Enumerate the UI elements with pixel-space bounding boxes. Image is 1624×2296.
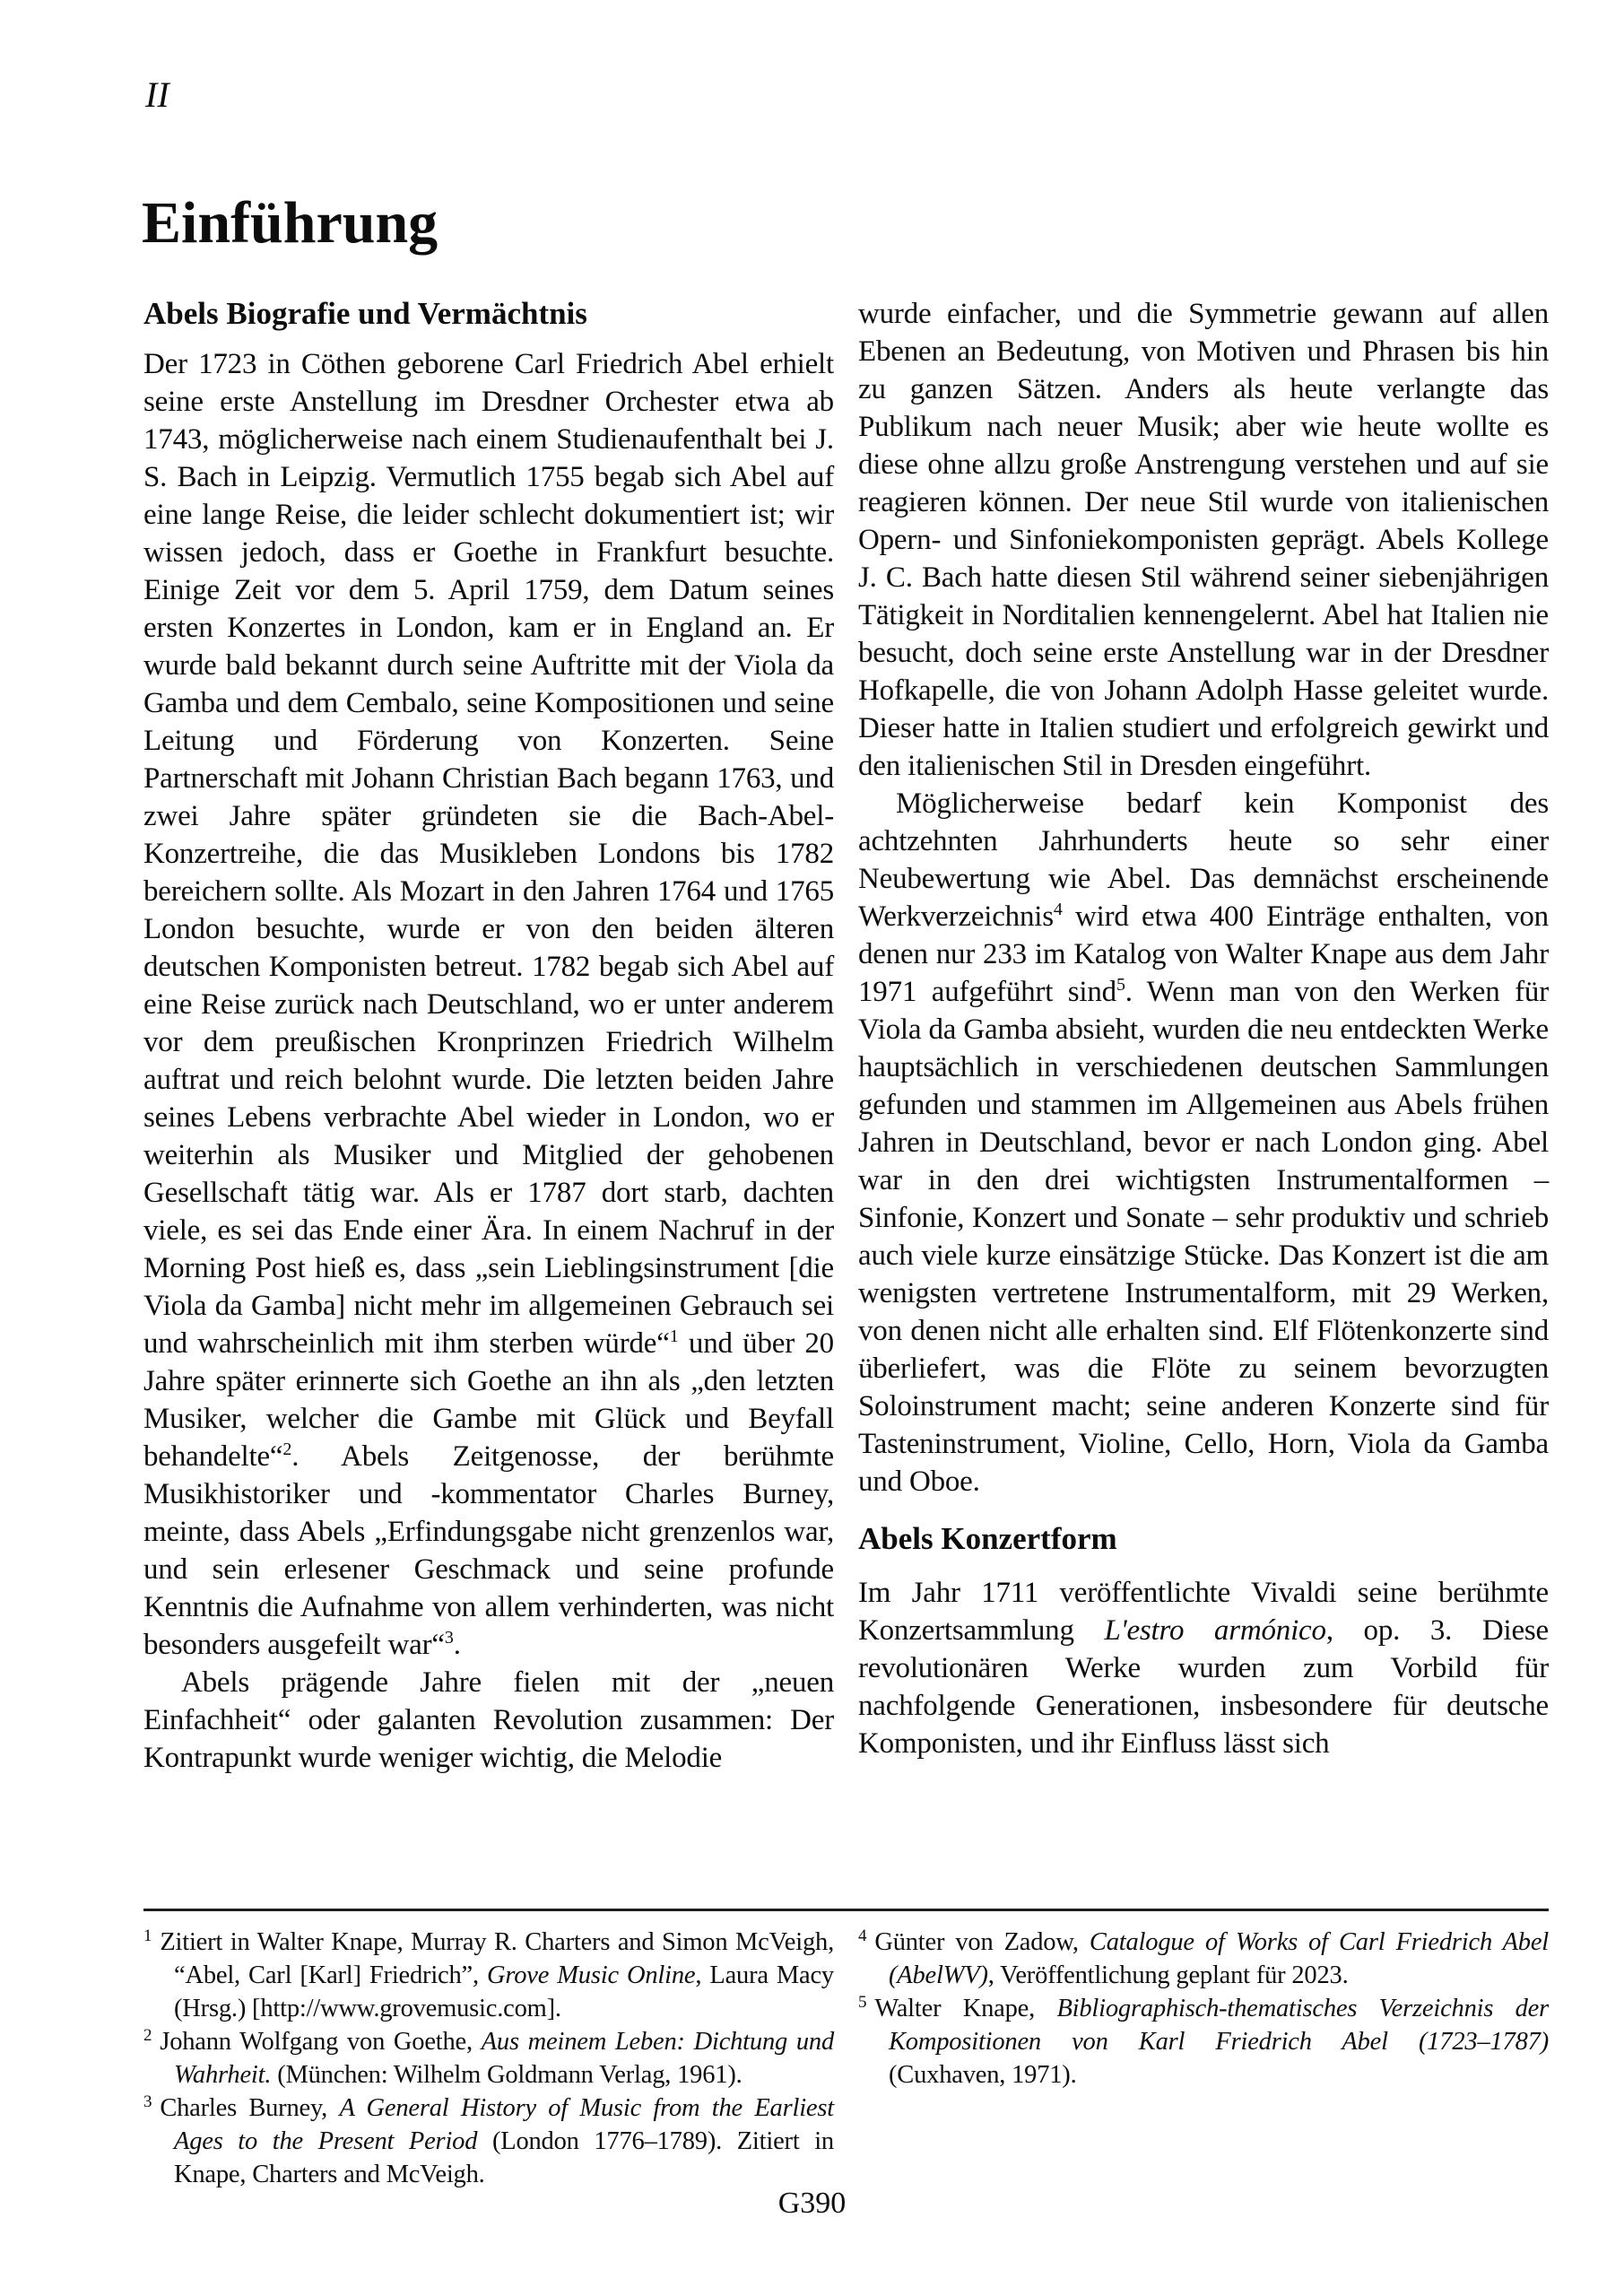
footnote-separator-rule — [143, 1909, 1549, 1911]
footnote-4-number: 4 — [858, 1926, 867, 1945]
page-footer-number: G390 — [777, 2187, 847, 2220]
paragraph-biografie-2: Abels prägende Jahre fielen mit der „neuen Einfachheit“ oder galanten Revolution zusammen: Der Kontrapunkt wurde weniger wichtig, die Melodie — [143, 1666, 834, 1774]
paragraph-konzertform-1: Im Jahr 1711 veröffentlichte Vivaldi seine berühmte Konzertsammlung L'estro armónico, op. 3. Diese revolutionären Werke wurden zum Vorbild für nachfolgende Generationen, insbesondere für deutsche Komponisten, und ihr Einfluss lässt sich — [858, 1577, 1550, 1760]
page-title: Einführung — [142, 190, 439, 256]
page-number: II — [145, 74, 169, 115]
footnote-2-number: 2 — [143, 2025, 152, 2045]
section-heading-konzertform: Abels Konzertform — [858, 1521, 1117, 1556]
paragraph-biografie-1: Der 1723 in Cöthen geborene Carl Friedrich Abel erhielt seine erste Anstellung im Dresdner Orchester etwa ab 1743, möglicherweise nach einem Studienaufenthalt bei J. S. Bach in Leipzig. Vermutlich 1755 begab sich Abel auf eine lange Reise, die leider schlecht dokumentiert ist; wir wissen jedoch, dass er Goethe in Frankfurt besuchte. Einige Zeit vor dem 5. April 1759, dem Datum seines ersten Konzertes in London, kam er in England an. Er wurde bald bekannt durch seine Auftritte mit der Viola da Gamba und dem Cembalo, seine Kompositionen und seine Leitung und Förderung von Konzerten. Seine Partnerschaft mit Johann Christian Bach begann 1763, und zwei Jahre später gründeten sie die Bach-Abel-Konzertreihe, die das Musikleben Londons bis 1782 bereichern sollte. Als Mozart in den Jahren 1764 und 1765 London besuchte, wurde er von den beiden älteren deutschen Komponisten betreut. 1782 begab sich Abel auf eine Reise zurück nach Deutschland, wo er unter anderem vor dem preußischen Kronprinzen Friedrich Wilhelm auftrat und reich belohnt wurde. Die letzten beiden Jahre seines Lebens verbrachte Abel wieder in London, wo er weiterhin als Musiker und Mitglied der gehobenen Gesellschaft tätig war. Als er 1787 dort starb, dachten viele, es sei das Ende einer Ära. In einem Nachruf in der Morning Post hieß es, dass „sein Lieblingsinstrument [die Viola da Gamba] nicht mehr im allgemeinen Gebrauch sei und wahrscheinlich mit ihm sterben würde“$^1$ und über 20 Jahre später erinnerte sich Goethe an ihn als „den letzten Musiker, welcher die Gambe mit Glück und Beyfall behandelte“$^2$. Abels Zeitgenosse, der berühmte Musikhistoriker und -kommentator Charles Burney, meinte, dass Abels „Erfindungsgabe nicht grenzenlos war, und sein erlesener Geschmack und seine profunde Kenntnis die Aufnahme von allem verhinderten, was nicht besonders ausgefeilt war“$^3$. — [143, 348, 834, 1661]
footnote-5 — [858, 1992, 1549, 2092]
two-column-body — [143, 295, 1549, 1777]
footnote-4-text: Günter von Zadow, Catalogue of Works of Carl Friedrich Abel (AbelWV), Veröffentlichung geplant für 2023. — [874, 1928, 1549, 1989]
footnote-4 — [858, 1926, 1549, 1992]
left-column — [143, 295, 834, 1777]
footnotes-left-column — [143, 1926, 834, 2191]
footnote-2 — [143, 2025, 834, 2092]
footnote-1-number: 1 — [143, 1926, 152, 1945]
paragraph-neubewertung: Möglicherweise bedarf kein Komponist des achtzehnten Jahrhunderts heute so sehr einer Neubewertung wie Abel. Das demnächst erscheinende Werkverzeichnis$^4$ wird etwa 400 Einträge enthalten, von denen nur 233 im Katalog von Walter Knape aus dem Jahr 1971 aufgeführt sind$^5$. Wenn man von den Werken für Viola da Gamba absieht, wurden die neu entdeckten Werke hauptsächlich in verschiedenen deutschen Sammlungen gefunden und stammen im Allgemeinen aus Abels frühen Jahren in Deutschland, bevor er nach London ging. Abel war in den drei wichtigsten Instrumentalformen – Sinfonie, Konzert und Sonate – sehr produktiv und schrieb auch viele kurze einsätzige Stücke. Das Konzert ist die am wenigsten vertretene Instrumentalform, mit 29 Werken, von denen nicht alle erhalten sind. Elf Flötenkonzerte sind überliefert, was die Flöte zu seinem bevorzugten Soloinstrument macht; seine anderen Konzerte sind für Tasteninstrument, Violine, Cello, Horn, Viola da Gamba und Oboe. — [858, 787, 1549, 1498]
footnote-3-number: 3 — [143, 2092, 152, 2111]
right-column — [858, 295, 1549, 1777]
footnote-5-text: Walter Knape, Bibliographisch-thematisches Verzeichnis der Kompositionen von Karl Friedrich Abel (1723–1787) (Cuxhaven, 1971). — [874, 1995, 1550, 2089]
footnote-2-text: Johann Wolfgang von Goethe, Aus meinem Leben: Dichtung und Wahrheit. (München: Wilhelm Goldmann Verlag, 1961). — [160, 2028, 834, 2089]
footnote-3-text: Charles Burney, A General History of Music from the Earliest Ages to the Present Period (London 1776–1789). Zitiert in Knape, Charters and McVeigh. — [160, 2094, 834, 2188]
section-heading-biografie: Abels Biografie und Vermächtnis — [143, 296, 587, 331]
footnote-5-number: 5 — [858, 1992, 867, 2012]
footnotes-section — [143, 1926, 1549, 2191]
footnote-3 — [143, 2092, 834, 2191]
paragraph-biografie-2-continued: wurde einfacher, und die Symmetrie gewann auf allen Ebenen an Bedeutung, von Motiven und Phrasen bis hin zu ganzen Sätzen. Anders als heute verlangte das Publikum nach neuer Musik; aber wie heute wollte es diese ohne allzu große Anstrengung verstehen und auf sie reagieren können. Der neue Stil wurde von italienischen Opern- und Sinfoniekomponisten geprägt. Abels Kollege J. C. Bach hatte diesen Stil während seiner siebenjährigen Tätigkeit in Norditalien kennengelernt. Abel hat Italien nie besucht, doch seine erste Anstellung war in der Dresdner Hofkapelle, die von Johann Adolph Hasse geleitet wurde. Dieser hatte in Italien studiert und erfolgreich gewirkt und den italienischen Stil in Dresden eingeführt. — [858, 298, 1549, 782]
footnote-1-text: Zitiert in Walter Knape, Murray R. Charters and Simon McVeigh, “Abel, Carl [Karl] Friedrich”, Grove Music Online, Laura Macy (Hrsg.) [http://www.grovemusic.com]. — [160, 1928, 834, 2022]
footnote-1 — [143, 1926, 834, 2025]
footnotes-right-column — [858, 1926, 1549, 2191]
